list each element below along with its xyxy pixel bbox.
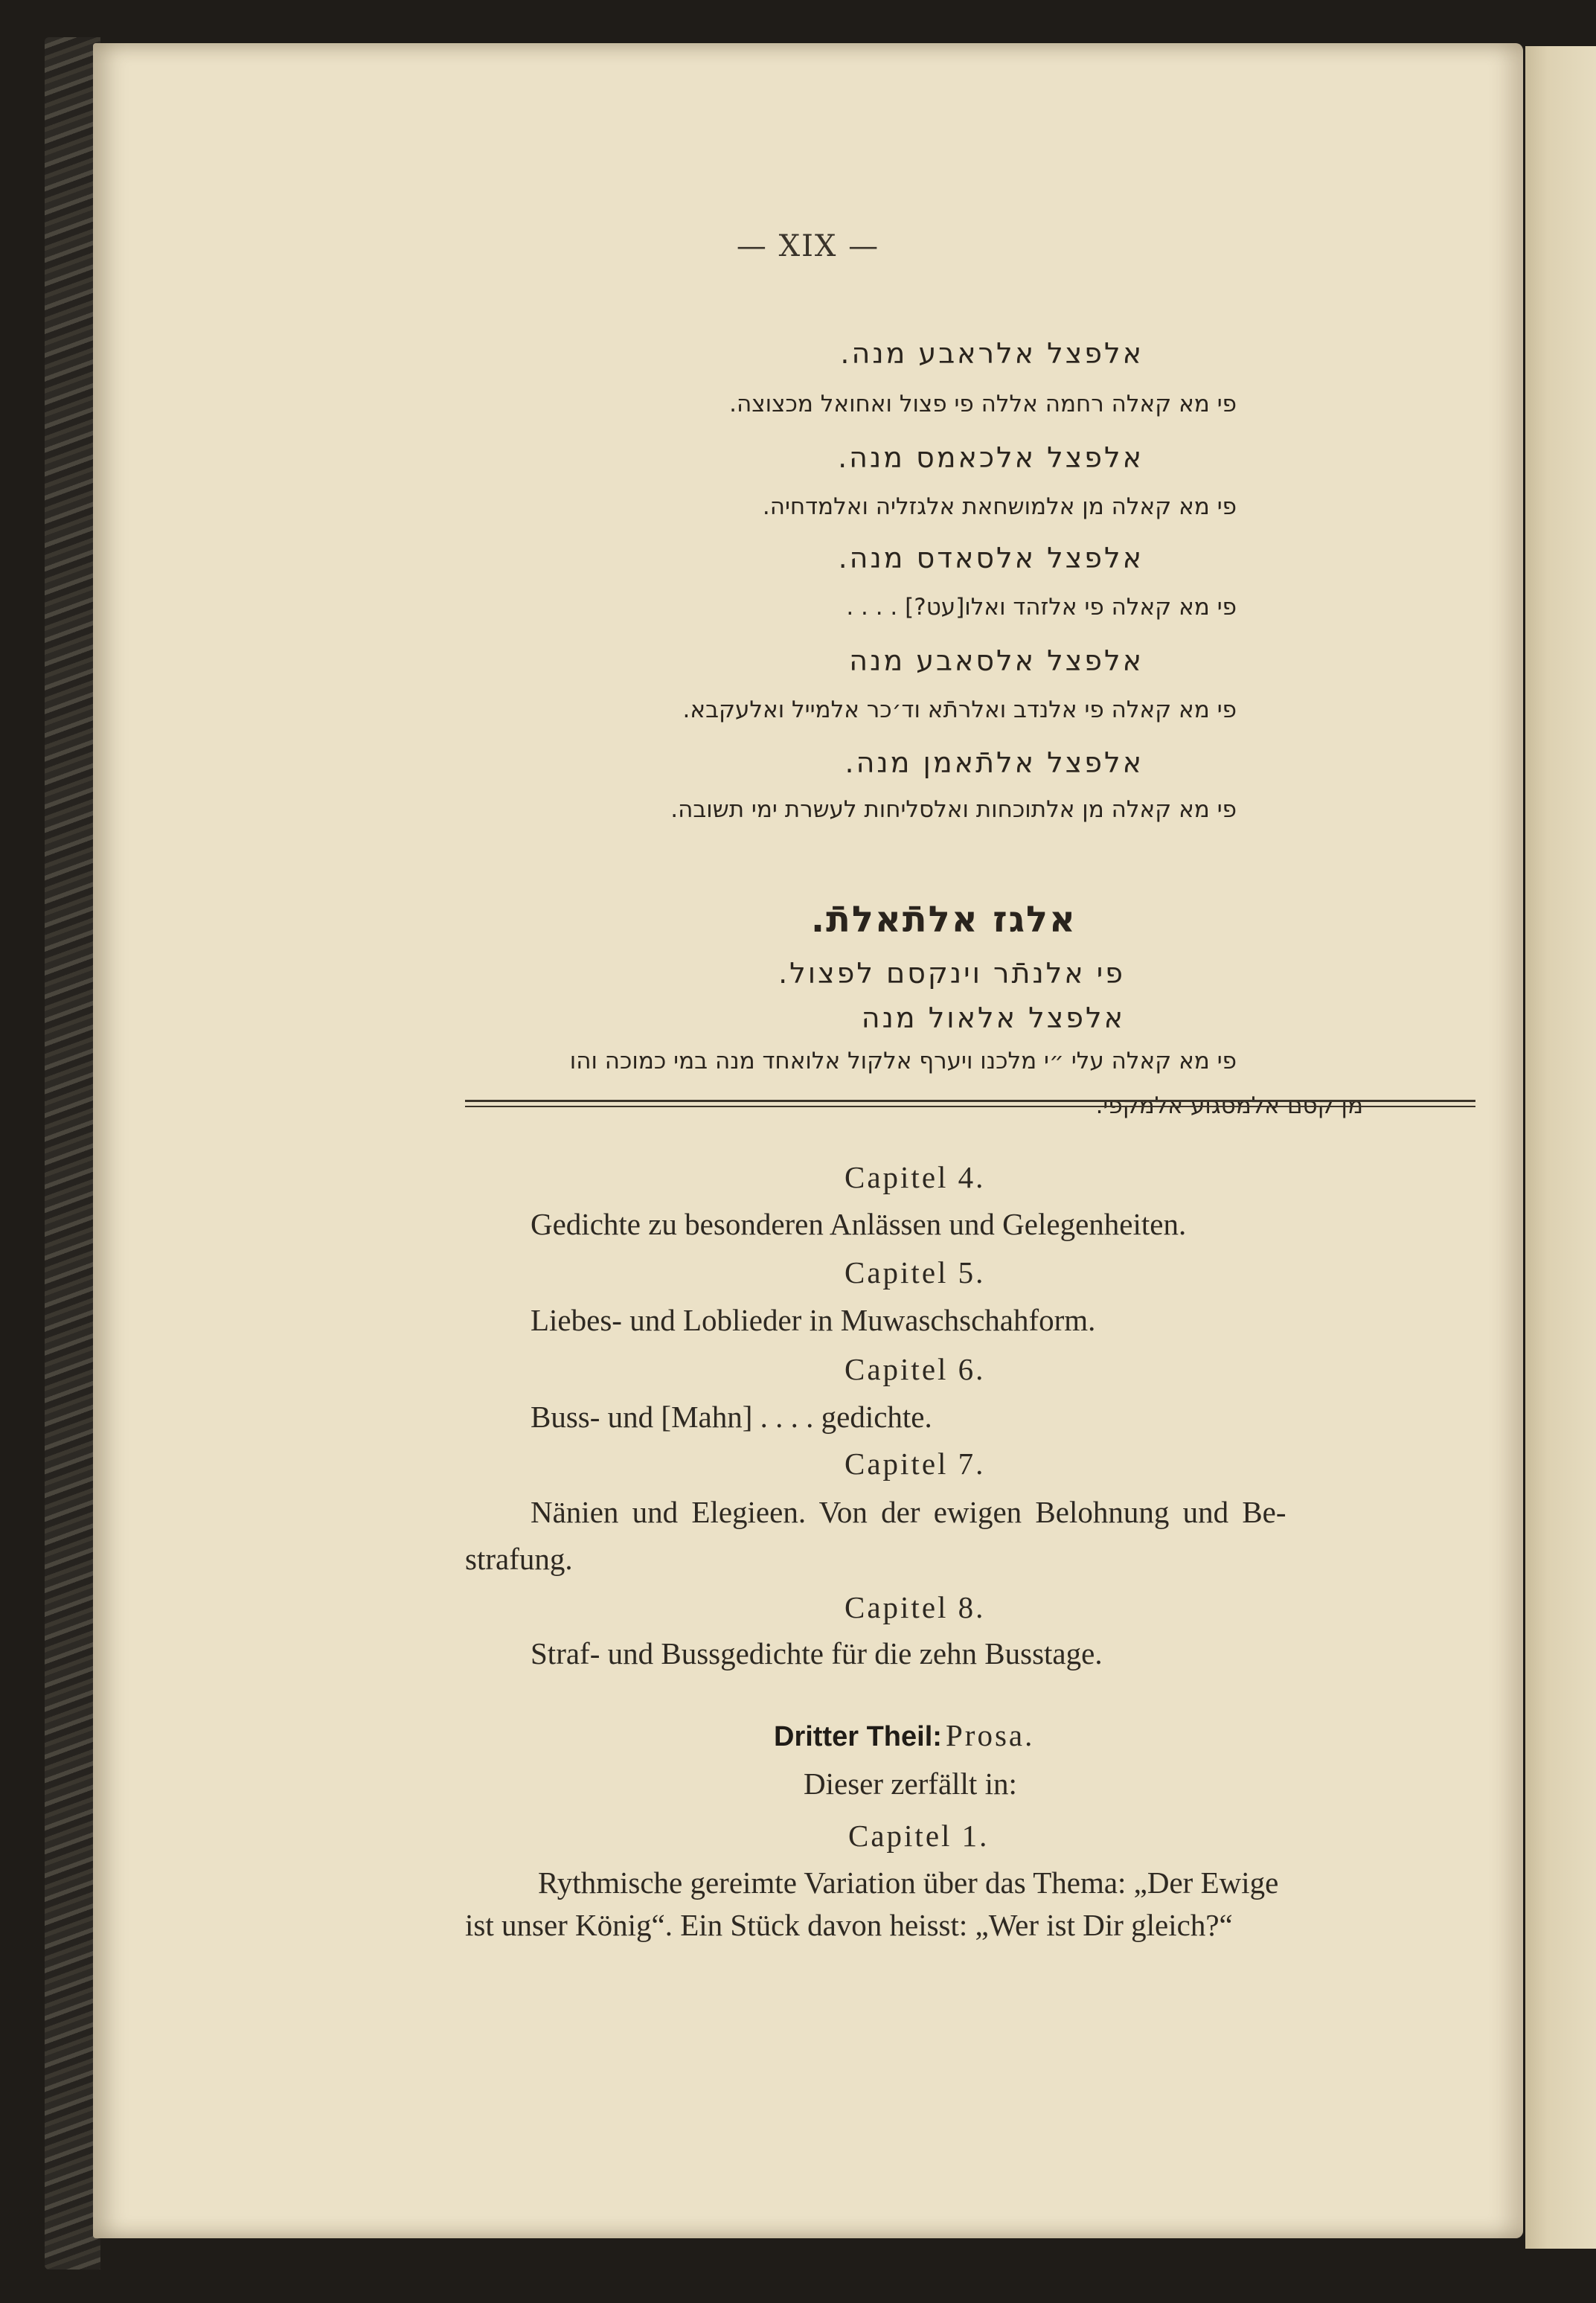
- hebrew-chapter-line-7: פי מא קאלה פי אלנדב ואלרתֿא וד׳כר אלמייל ואלעקבא.: [682, 696, 1237, 723]
- capitel-7-text-line-1: Nänien und Elegieen. Von der ewigen Belohnung und Be-: [531, 1495, 1286, 1529]
- capitel-7-label: Capitel 7.: [845, 1447, 986, 1481]
- dieser-zerfaellt: Dieser zerfällt in:: [804, 1767, 1017, 1801]
- dritter-theil-value: Prosa.: [946, 1718, 1035, 1752]
- hebrew-chapter-heading-4: אלפצל אלראבע מנה.: [840, 337, 1144, 370]
- dritter-theil-heading: [774, 1717, 1034, 1753]
- hebrew-chapter-heading-6: אלפצל אלסאדס מנה.: [838, 542, 1144, 574]
- hebrew-part-chapter-heading: אלפצל אלאול מנה: [861, 1002, 1125, 1034]
- capitel-4-label: Capitel 4.: [845, 1160, 986, 1194]
- hebrew-part-text-line-2: מן קסם אלמסגוע אלמקפי.: [1095, 1092, 1363, 1119]
- hebrew-part-text-line-1: פי מא קאלה עלי ״י מלכנו ויערף אלקול אלואחד מנה במי כמוכה והו: [569, 1048, 1237, 1074]
- next-page-edge: [1525, 46, 1596, 2249]
- capitel-5-label: Capitel 5.: [845, 1255, 986, 1290]
- capitel-1-text-line-1: Rythmische gereimte Variation über das Thema: „Der Ewige: [538, 1865, 1279, 1900]
- capitel-4-text: Gedichte zu besonderen Anlässen und Gelegenheiten.: [531, 1207, 1187, 1241]
- hebrew-chapter-line-5: פי מא קאלה מן אלמושחאת אלגזליה ואלמדחיה.: [762, 493, 1237, 520]
- divider-rule: [465, 1100, 1475, 1102]
- capitel-5-text: Liebes- und Loblieder in Muwaschschahform.: [531, 1303, 1096, 1337]
- hebrew-chapter-heading-5: אלפצל אלכאמס מנה.: [838, 441, 1144, 474]
- book-spine: [45, 37, 100, 2270]
- capitel-1-text-line-2: ist unser König“. Ein Stück davon heisst: „Wer ist Dir gleich?“: [465, 1908, 1233, 1942]
- capitel-8-label: Capitel 8.: [845, 1590, 986, 1624]
- capitel-6-label: Capitel 6.: [845, 1352, 986, 1386]
- capitel-8-text: Straf- und Bussgedichte für die zehn Busstage.: [531, 1636, 1103, 1671]
- book-page: [93, 43, 1523, 2238]
- hebrew-part-subtitle: פי אלנתֿר וינקסם לפצול.: [778, 957, 1125, 990]
- divider-rule-thin: [465, 1106, 1475, 1107]
- hebrew-chapter-heading-7: אלפצל אלסאבע מנה: [849, 644, 1144, 677]
- capitel-1-label: Capitel 1.: [848, 1819, 990, 1853]
- hebrew-chapter-line-6: פי מא קאלה פי אלזהד ואלו[עט?] . . . .: [846, 594, 1237, 621]
- hebrew-chapter-line-8: פי מא קאלה מן אלתוכחות ואלסליחות לעשרת ימי תשובה.: [670, 796, 1237, 823]
- page-number: — XIX —: [736, 229, 880, 263]
- hebrew-part-title: אלגז אלתֿאלתֿ.: [810, 899, 1077, 941]
- hebrew-chapter-line-4: פי מא קאלה רחמה אללה פי פצול ואחואל מכצוצה.: [729, 391, 1237, 417]
- hebrew-chapter-heading-8: אלפצל אלתֿאמן מנה.: [845, 746, 1144, 779]
- capitel-6-text: Buss- und [Mahn] . . . . gedichte.: [531, 1400, 932, 1434]
- dritter-theil-label: Dritter Theil:: [774, 1721, 942, 1752]
- capitel-7-text-line-2: strafung.: [465, 1542, 573, 1576]
